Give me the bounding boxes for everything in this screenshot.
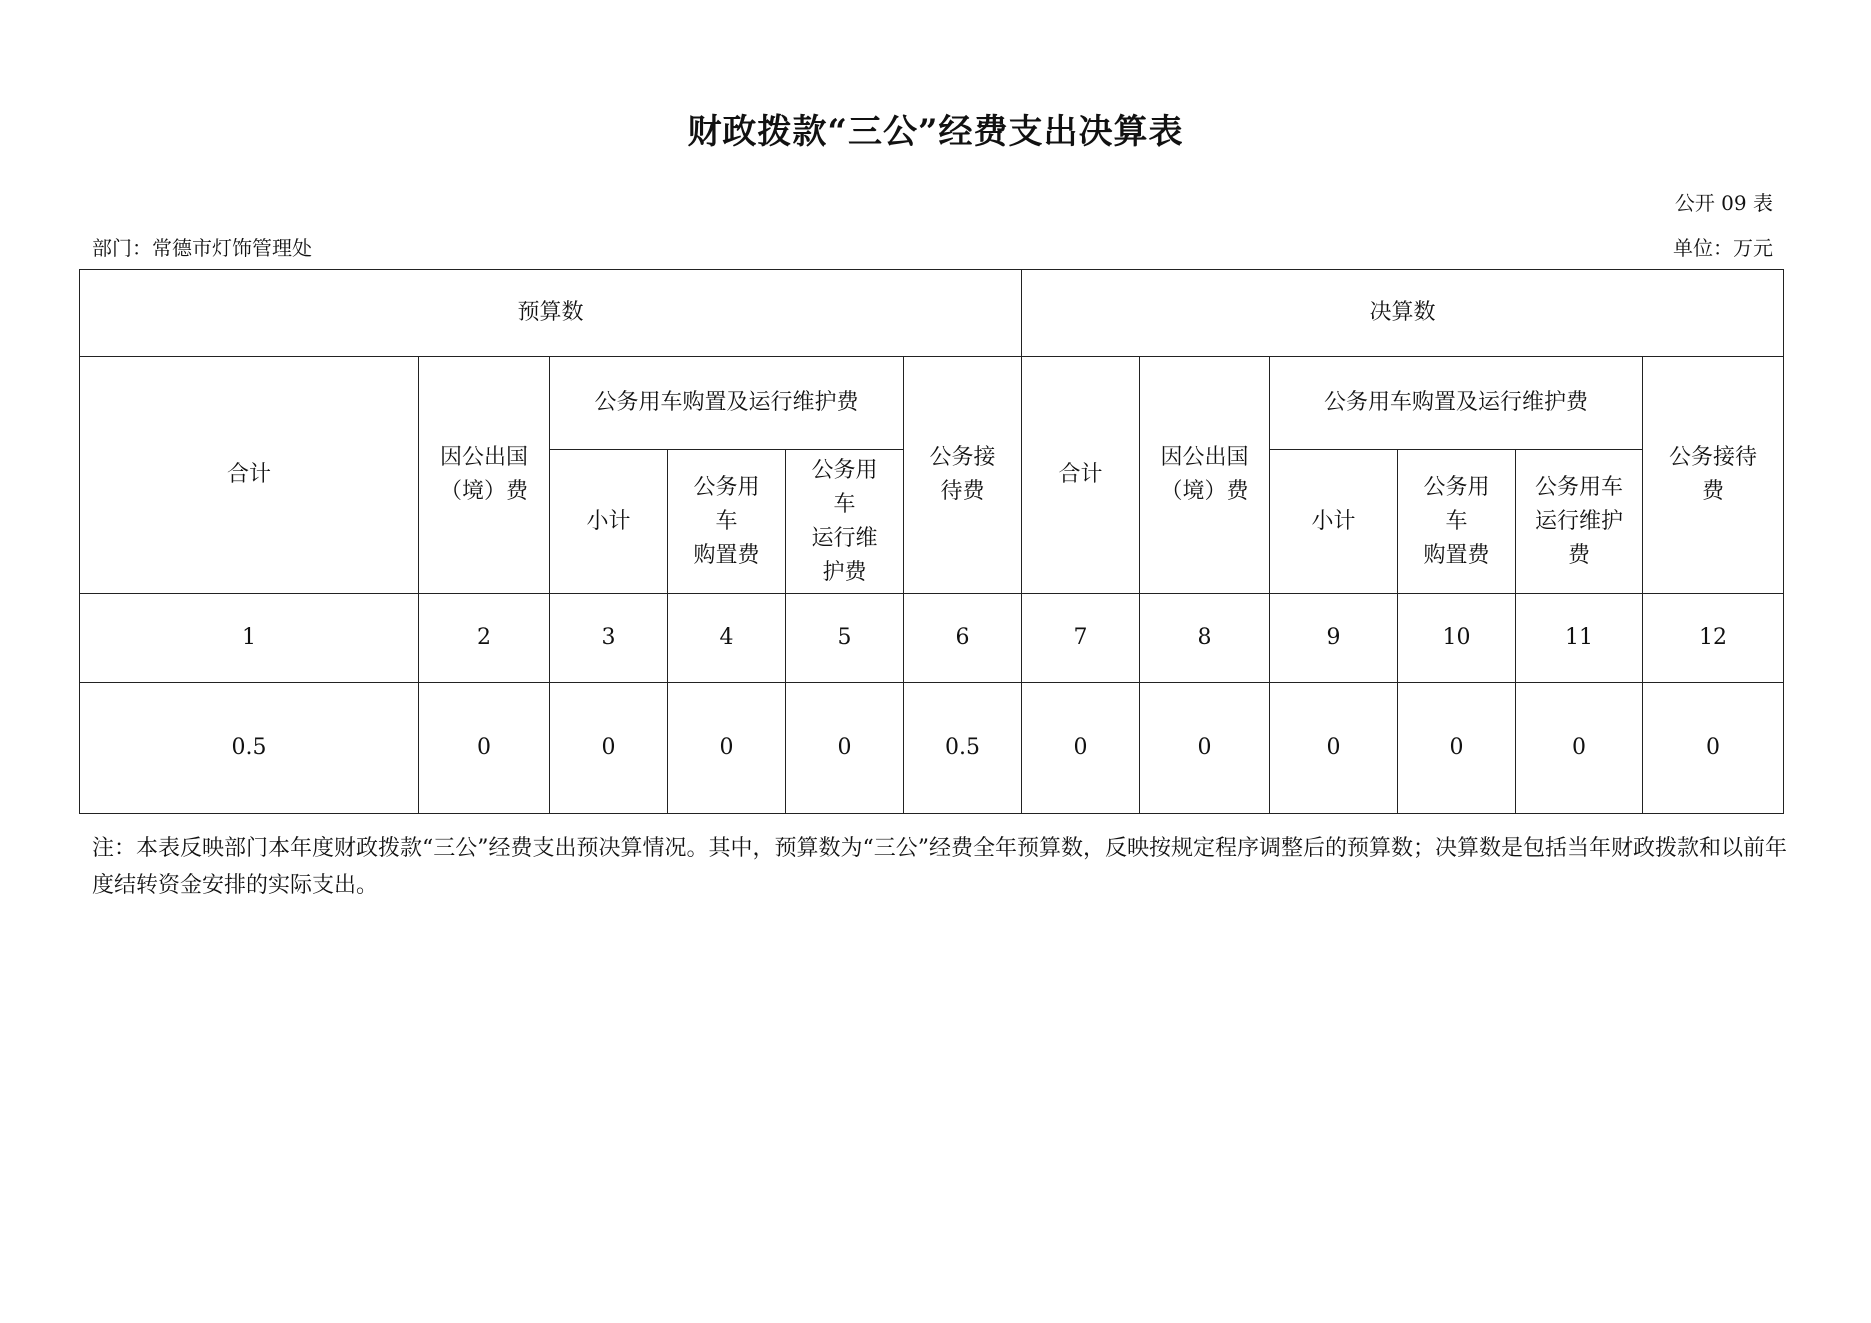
- final-purchase-header: 公务用 车 购置费: [1398, 450, 1516, 594]
- final-total-header: 合计: [1022, 357, 1140, 594]
- page-title: 财政拨款“三公”经费支出决算表: [687, 112, 1184, 152]
- header-row-top: [80, 270, 1784, 357]
- budget-total-header: 合计: [80, 357, 419, 594]
- final-reception-header: 公务接待 费: [1643, 357, 1784, 594]
- header-row-middle: [80, 357, 1784, 450]
- budget-header: 预算数: [80, 270, 1022, 357]
- value-cell: 0: [1140, 683, 1270, 814]
- value-cell: 0: [1516, 683, 1643, 814]
- value-cell: 0: [550, 683, 668, 814]
- index-cell: 6: [904, 594, 1022, 683]
- index-cell: 12: [1643, 594, 1784, 683]
- index-cell: 7: [1022, 594, 1140, 683]
- value-cell: 0: [419, 683, 550, 814]
- index-cell: 11: [1516, 594, 1643, 683]
- department-label: 部门：常德市灯饰管理处: [92, 236, 312, 260]
- value-cell: 0: [1270, 683, 1398, 814]
- value-cell: 0: [1022, 683, 1140, 814]
- budget-reception-header: 公务接 待费: [904, 357, 1022, 594]
- final-header: 决算数: [1022, 270, 1784, 357]
- value-cell: 0: [1643, 683, 1784, 814]
- value-cell: 0.5: [80, 683, 419, 814]
- value-cell: 0: [668, 683, 786, 814]
- unit-label: 单位：万元: [1673, 236, 1773, 260]
- index-cell: 1: [80, 594, 419, 683]
- expense-table: [79, 269, 1784, 814]
- index-cell: 4: [668, 594, 786, 683]
- index-row: [80, 594, 1784, 683]
- final-subtotal-header: 小计: [1270, 450, 1398, 594]
- budget-purchase-header: 公务用 车 购置费: [668, 450, 786, 594]
- index-cell: 2: [419, 594, 550, 683]
- budget-vehicle-header: 公务用车购置及运行维护费: [550, 357, 904, 450]
- final-maintenance-header: 公务用车 运行维护 费: [1516, 450, 1643, 594]
- value-cell: 0: [786, 683, 904, 814]
- footnote: 注：本表反映部门本年度财政拨款“三公”经费支出预决算情况。其中，预算数为“三公”经费全年预算数，反映按规定程序调整后的预算数；决算数是包括当年财政拨款和以前年度结转资金安排的实际支出。: [92, 836, 1787, 898]
- index-cell: 5: [786, 594, 904, 683]
- value-cell: 0.5: [904, 683, 1022, 814]
- form-number: 公开 09 表: [1674, 191, 1773, 215]
- budget-abroad-header: 因公出国 （境）费: [419, 357, 550, 594]
- final-vehicle-header: 公务用车购置及运行维护费: [1270, 357, 1643, 450]
- budget-subtotal-header: 小计: [550, 450, 668, 594]
- value-row: [80, 683, 1784, 814]
- index-cell: 3: [550, 594, 668, 683]
- budget-maintenance-header: 公务用 车 运行维 护费: [786, 450, 904, 594]
- final-abroad-header: 因公出国 （境）费: [1140, 357, 1270, 594]
- index-cell: 10: [1398, 594, 1516, 683]
- value-cell: 0: [1398, 683, 1516, 814]
- index-cell: 8: [1140, 594, 1270, 683]
- index-cell: 9: [1270, 594, 1398, 683]
